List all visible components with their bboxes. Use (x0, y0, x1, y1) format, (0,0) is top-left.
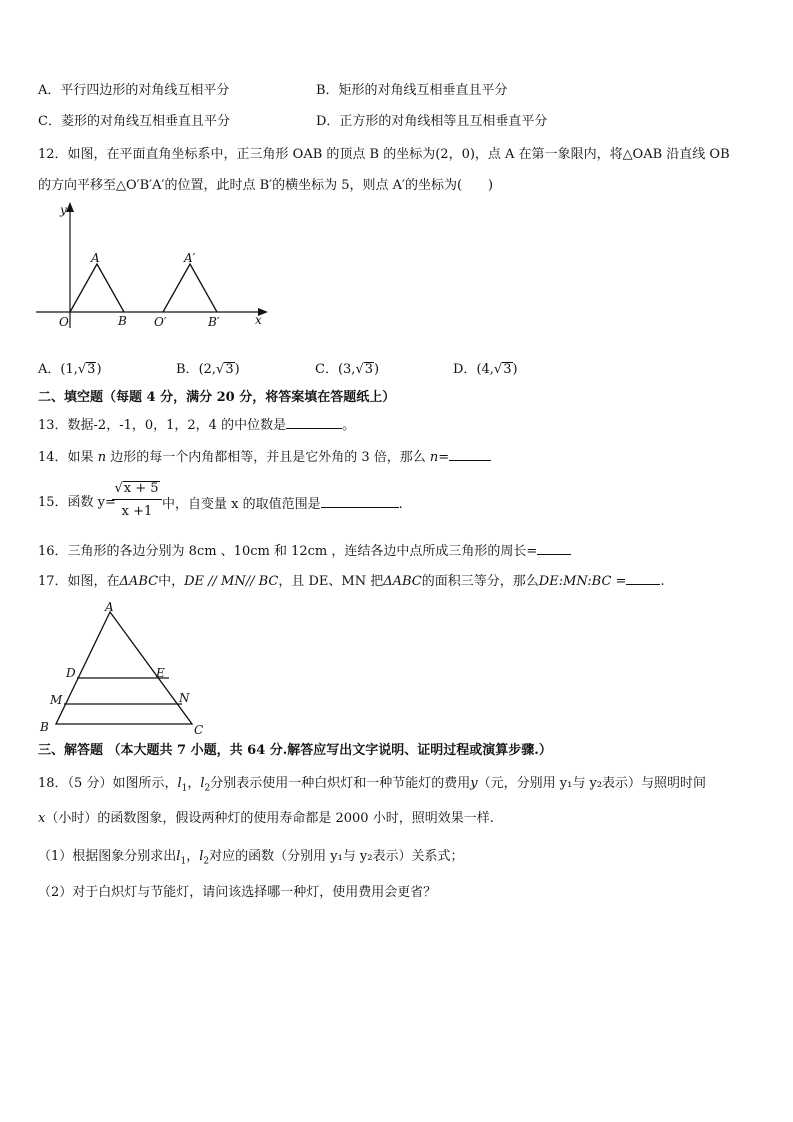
q18-line2: x（小时）的函数图象，假设两种灯的使用寿命都是 2000 小时，照明效果一样. (38, 811, 494, 826)
vertex-a-label: A (105, 600, 114, 614)
q17: 17．如图，在ΔABC中，DE // MN// BC，且 DE、MN 把ΔABC的面积三等分，那么DE:MN:BC = . (38, 571, 665, 591)
point-a-prime-label: A′ (184, 251, 196, 265)
point-o-prime-label: O′ (154, 315, 167, 329)
q11-option-a: A．平行四边形的对角线互相平分 (38, 83, 230, 98)
q17-triangle-figure (36, 598, 216, 742)
q12-text-line1: 12．如图，在平面直角坐标系中，正三角形 OAB 的顶点 B 的坐标为(2，0)，点 A 在第一象限内，将△OAB 沿直线 OB (38, 147, 730, 162)
q12-text-line2: 的方向平移至△O′B′A′的位置，此时点 B′的横坐标为 5，则点 A′的坐标为( ) (38, 178, 494, 193)
point-a-label: A (91, 251, 100, 265)
point-n-label: N (179, 691, 190, 705)
q12-option-a: A．(1,√3) (38, 362, 102, 377)
q11-option-c: C．菱形的对角线互相垂直且平分 (38, 114, 230, 129)
q11-option-d: D．正方形的对角线相等且互相垂直平分 (316, 114, 548, 129)
q15-fraction: $\frac{√x + 5}{x +1}$ (112, 481, 162, 521)
x-axis-label: x (255, 313, 262, 327)
point-e-label: E (156, 666, 165, 680)
q12-coordinate-figure (36, 200, 276, 334)
vertex-c-label: C (194, 723, 204, 737)
point-o-label: O (59, 315, 69, 329)
section-2-title: 二、填空题（每题 4 分，满分 20 分，将答案填在答题纸上） (38, 390, 396, 405)
q18-sub1: （1）根据图象分别求出$l_1$，$l_2$对应的函数（分别用 y₁与 y₂表示）关系式； (38, 849, 464, 867)
q11-option-b: B．矩形的对角线互相垂直且平分 (316, 83, 508, 98)
q12-option-c: C．(3,√3) (315, 362, 380, 377)
q14: 14．如果 n 边形的每一个内角都相等，并且是它外角的 3 倍，那么 n= (38, 447, 491, 467)
vertex-b-label: B (40, 720, 49, 734)
q16: 16．三角形的各边分别为 8cm 、10cm 和 12cm ，连结各边中点所成三角形的周长= (38, 541, 571, 561)
q18-line1: 18．（5 分）如图所示，$l_1$，$l_2$分别表示使用一种白炽灯和一种节能灯的费用y（元，分别用 y₁与 y₂表示）与照明时间 (38, 776, 707, 794)
point-b-prime-label: B′ (208, 315, 220, 329)
q12-option-d: D．(4,√3) (453, 362, 518, 377)
q15-suffix: 中，自变量 x 的取值范围是 . (162, 494, 403, 514)
q12-option-b: B．(2,√3) (176, 362, 240, 377)
point-m-label: M (50, 693, 63, 707)
q13: 13．数据-2，-1，0，1，2，4 的中位数是 。 (38, 415, 355, 435)
q18-sub2: （2）对于白炽灯与节能灯，请问该选择哪一种灯，使用费用会更省？ (38, 885, 437, 900)
point-b-label: B (118, 314, 127, 328)
point-d-label: D (66, 666, 76, 680)
section-3-title: 三、解答题 （本大题共 7 小题，共 64 分.解答应写出文字说明、证明过程或演算步骤.） (38, 743, 552, 758)
y-axis-label: y (60, 203, 67, 217)
q15-prefix: 15．函数 y= (38, 495, 116, 510)
